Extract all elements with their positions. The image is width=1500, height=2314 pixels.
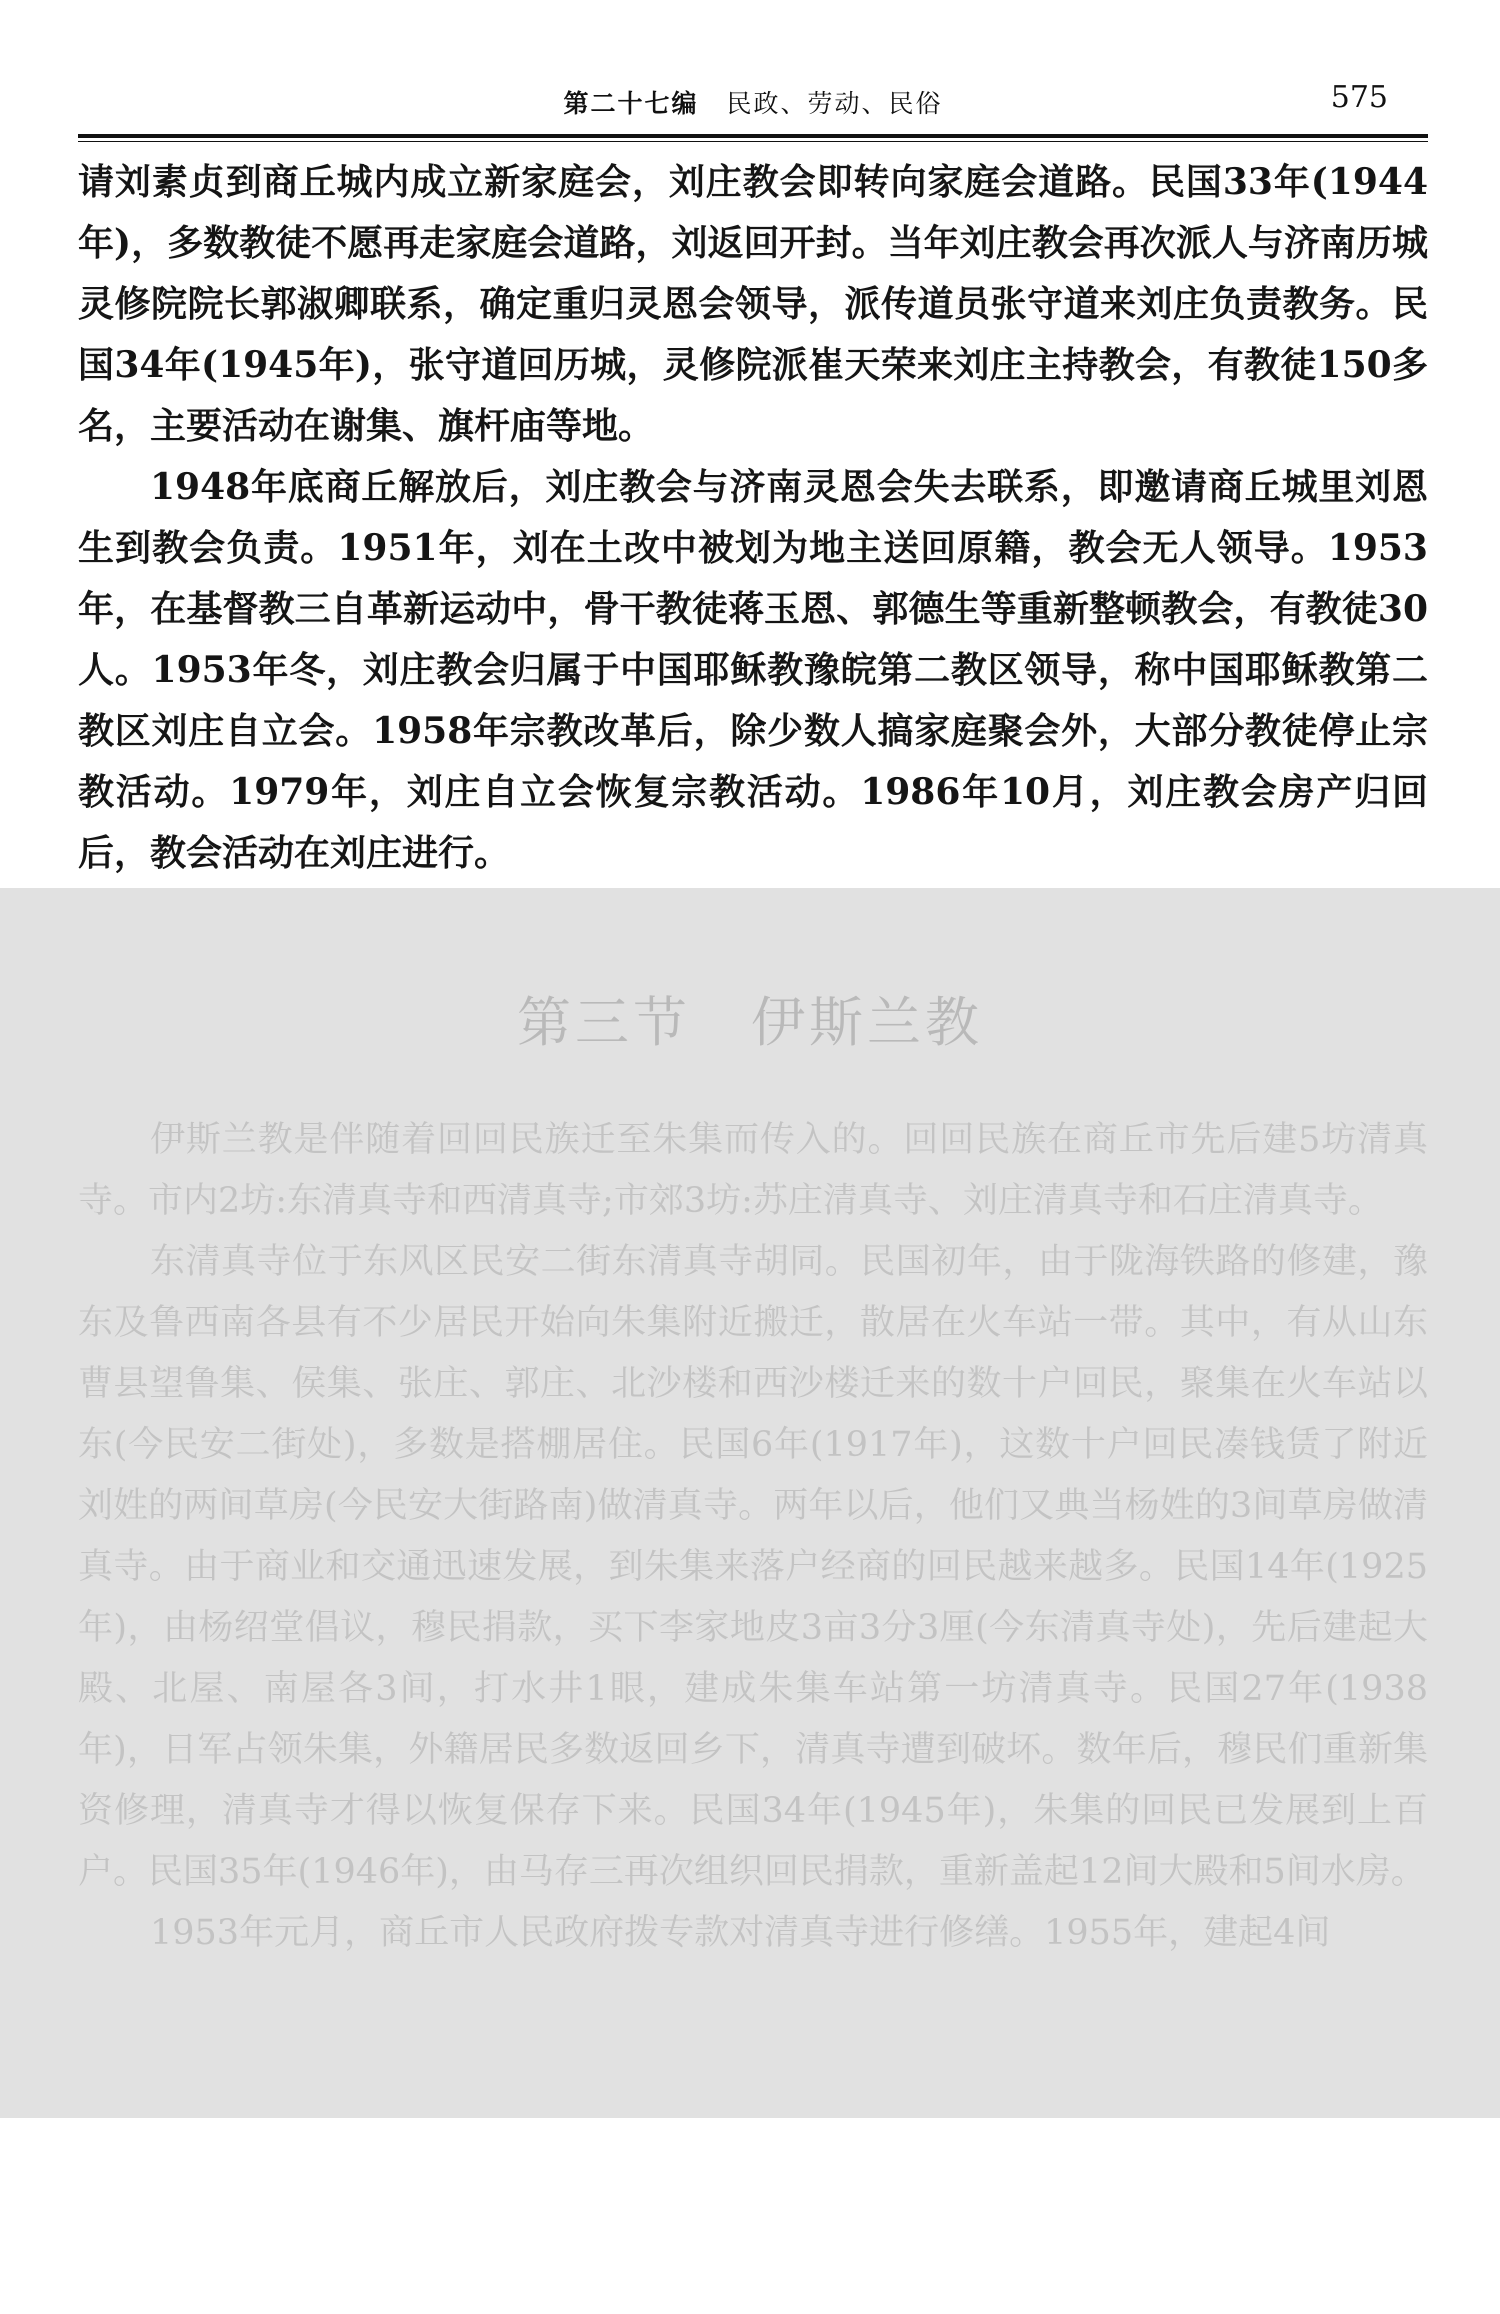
header-title: [78, 84, 1428, 120]
paragraph: 1953年元月，商丘市人民政府拨专款对清真寺进行修缮。1955年，建起4间: [150, 1913, 1331, 1953]
page-number: 575: [1330, 80, 1388, 115]
running-header: [78, 80, 1428, 130]
header-section: 民政、劳动、民俗: [726, 89, 943, 118]
paragraph: 1948年底商丘解放后，刘庄教会与济南灵恩会失去联系，即邀请商丘城里刘恩生到教会负责。1951年，刘在土改中被划为地主送回原籍，教会无人领导。1953年，在基督教三自革新运动中，骨干教徒蒋玉恩、郭德生等重新整顿教会，有教徒30人。1953年冬，刘庄教会归属于中国耶稣教豫皖第二教区领导，称中国耶稣教第二教区刘庄自立会。1958年宗教改革后，除少数人搞家庭聚会外，大部分教徒停止宗教活动。1979年，刘庄自立会恢复宗教活动。1986年10月，刘庄教会房产归回后，教会活动在刘庄进行。: [78, 466, 1428, 874]
paragraph-continued: 请刘素贞到商丘城内成立新家庭会，刘庄教会即转向家庭会道路。民国33年(1944年)，多数教徒不愿再走家庭会道路，刘返回开封。当年刘庄教会再次派人与济南历城灵修院院长郭淑卿联系，确定重归灵恩会领导，派传道员张守道来刘庄负责教务。民国34年(1945年)，张守道回历城，灵修院派崔天荣来刘庄主持教会，有教徒150多名，主要活动在谢集、旗杆庙等地。: [78, 161, 1428, 447]
section-number: 第三节: [517, 991, 691, 1054]
paragraph: 东清真寺位于东风区民安二街东清真寺胡同。民国初年，由于陇海铁路的修建，豫东及鲁西南各县有不少居民开始向朱集附近搬迁，散居在火车站一带。其中，有从山东曹县望鲁集、侯集、张庄、郭庄、北沙楼和西沙楼迁来的数十户回民，聚集在火车站以东(今民安二街处)，多数是搭棚居住。民国6年(1917年)，这数十户回民凑钱赁了附近刘姓的两间草房(今民安大街路南)做清真寺。两年以后，他们又典当杨姓的3间草房做清真寺。由于商业和交通迅速发展，到朱集来落户经商的回民越来越多。民国14年(1925年)，由杨绍堂倡议，穆民捐款，买下李家地皮3亩3分3厘(今东清真寺处)，先后建起大殿、北屋、南屋各3间，打水井1眼，建成朱集车站第一坊清真寺。民国27年(1938年)，日军占领朱集，外籍居民多数返回乡下，清真寺遭到破坏。数年后，穆民们重新集资修理，清真寺才得以恢复保存下来。民国34年(1945年)，朱集的回民已发展到上百户。民国35年(1946年)，由马存三再次组织回民捐款，重新盖起12间大殿和5间水房。: [78, 1242, 1428, 1892]
section-title-text: 伊斯兰教: [751, 991, 983, 1054]
header-rule-thick: [78, 134, 1428, 138]
section-heading: [0, 980, 1500, 1057]
faded-text-block: [78, 1110, 1428, 1964]
header-rule-thin: [78, 141, 1428, 142]
paragraph: 伊斯兰教是伴随着回回民族迁至朱集而传入的。回回民族在商丘市先后建5坊清真寺。市内2坊:东清真寺和西清真寺;市郊3坊:苏庄清真寺、刘庄清真寺和石庄清真寺。: [78, 1120, 1428, 1221]
top-text-block: [78, 152, 1428, 884]
header-volume: 第二十七编: [563, 89, 699, 118]
